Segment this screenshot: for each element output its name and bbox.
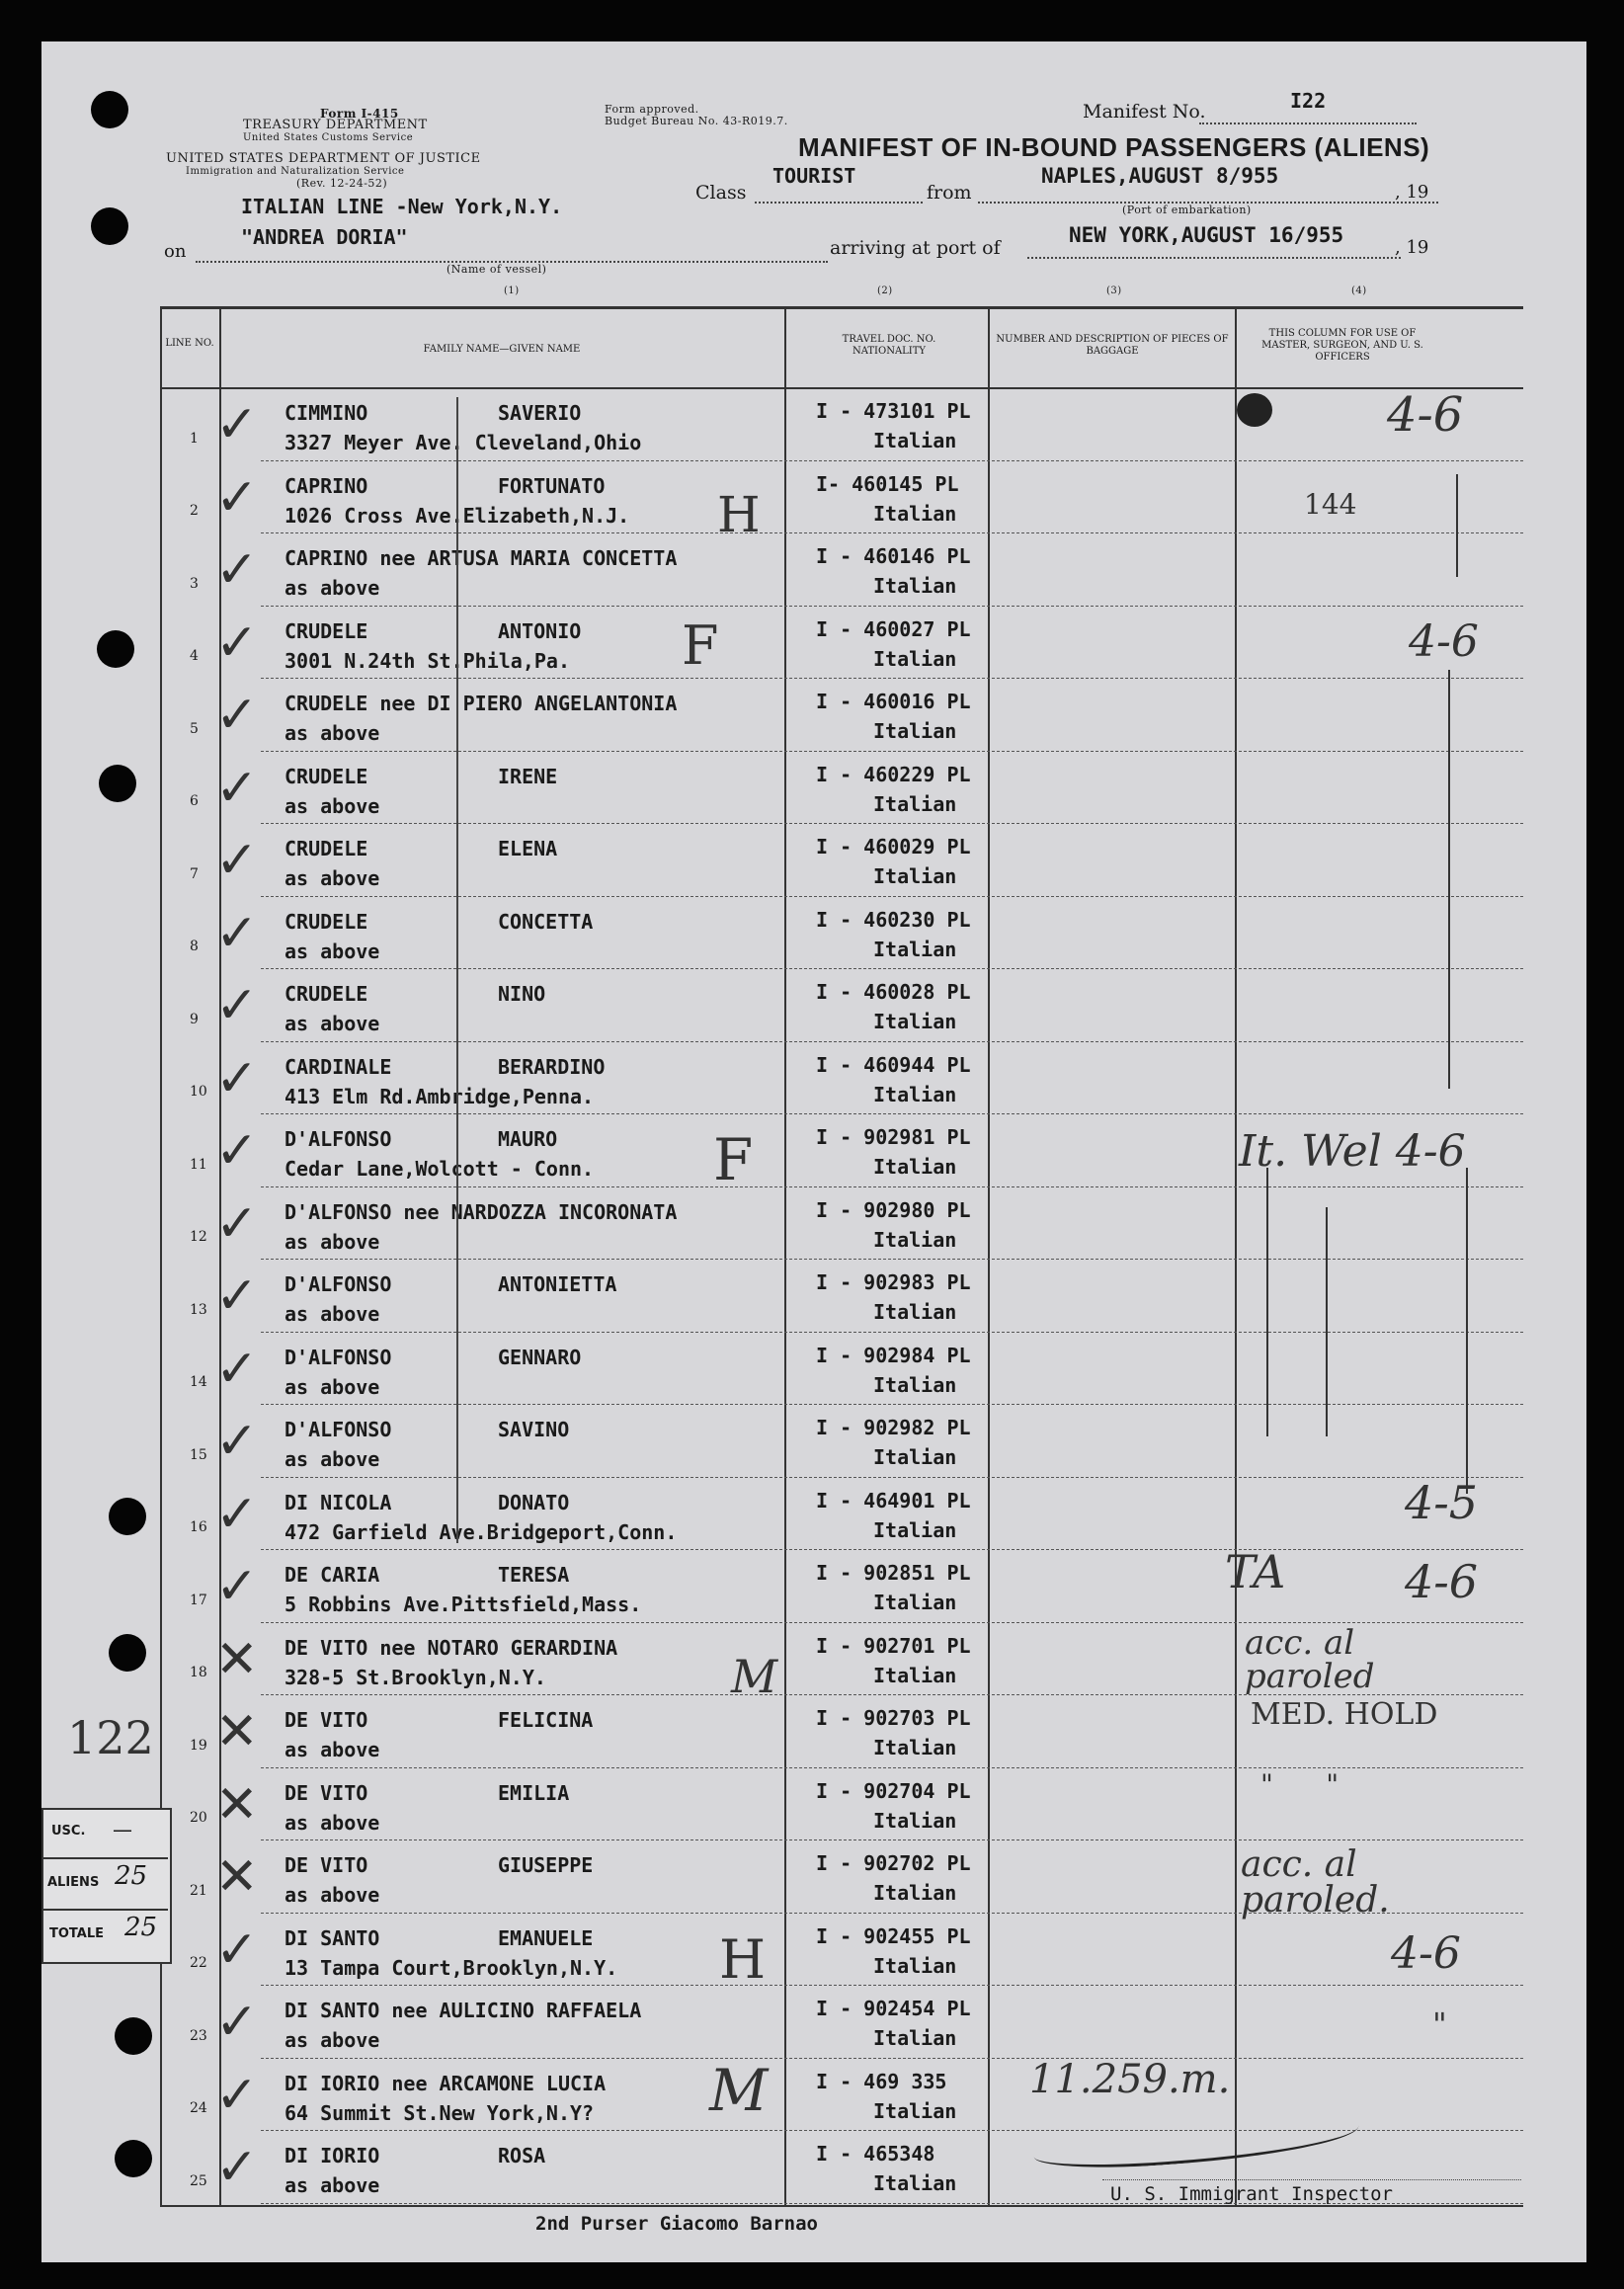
address: 5 Robbins Ave.Pittsfield,Mass. [284, 1593, 642, 1616]
check-mark-icon: ✓ [215, 1484, 259, 1544]
check-mark-icon: ✓ [215, 1920, 259, 1980]
usc-label: USC. [51, 1824, 86, 1839]
address: as above [284, 1738, 380, 1761]
family-name: DI NICOLA [284, 1490, 392, 1514]
family-name: CAPRINO [284, 473, 368, 498]
table-row [41, 1261, 1586, 1334]
col-number-3: (3) [1106, 286, 1122, 296]
given-name: NINO [498, 982, 546, 1006]
table-row [41, 680, 1586, 753]
embarkation-caption: (Port of embarkation) [1122, 204, 1252, 216]
family-name: DE CARIA [284, 1563, 380, 1587]
table-row [41, 753, 1586, 826]
row-divider [261, 678, 1523, 679]
annotation-row2: 144 [1304, 488, 1357, 521]
row-divider [261, 1113, 1523, 1114]
travel-doc-no: I - 465348 [816, 2142, 935, 2166]
annotation-row20: " " [1260, 1768, 1340, 1801]
stroke-b [1448, 670, 1450, 1089]
address: as above [284, 721, 380, 745]
check-mark-icon: ✓ [215, 2138, 259, 2197]
travel-doc-no: I - 460944 PL [816, 1052, 971, 1077]
class-value: TOURIST [772, 164, 856, 188]
line-number: 24 [190, 2100, 207, 2116]
nationality: Italian [873, 646, 957, 671]
line-number: 1 [190, 430, 199, 447]
table-bottom-border [160, 2205, 1523, 2207]
annotation-row17: 4-6 [1405, 1555, 1479, 1608]
line-number: 6 [190, 793, 199, 809]
check-mark-icon: ✓ [215, 976, 259, 1035]
nationality: Italian [873, 1953, 957, 1978]
punch-hole [109, 1498, 146, 1535]
manifest-title: MANIFEST OF IN-BOUND PASSENGERS (ALIENS) [798, 132, 1430, 162]
x-mark-icon: ✕ [215, 1847, 259, 1907]
table-row [41, 1334, 1586, 1407]
col-number-1: (1) [504, 286, 520, 296]
given-name: MAURO [498, 1127, 558, 1151]
family-name: CRUDELE [284, 909, 368, 934]
line-number: 13 [190, 1301, 207, 1318]
family-name: D'ALFONSO [284, 1272, 392, 1296]
family-name: D'ALFONSO [284, 1127, 392, 1151]
year-label-1: , 19 [1395, 182, 1429, 203]
row-divider [261, 1332, 1523, 1333]
address: 3001 N.24th St.Phila,Pa. [284, 648, 570, 673]
family-name: CRUDELE nee DI PIERO ANGELANTONIA [284, 692, 678, 715]
punch-hole [109, 1634, 146, 1672]
address: 64 Summit St.New York,N.Y? [284, 2100, 595, 2125]
aliens-value: 25 [115, 1861, 148, 1891]
nationality: Italian [873, 2098, 957, 2123]
table-row [41, 970, 1586, 1043]
travel-doc-no: I - 469 335 [816, 2069, 947, 2093]
row-divider [261, 751, 1523, 752]
family-name: CRUDELE [284, 837, 368, 860]
nationality: Italian [873, 791, 957, 816]
family-name: DE VITO nee NOTARO GERARDINA [284, 1635, 618, 1660]
line-number: 23 [190, 2027, 207, 2044]
check-mark-icon: ✓ [215, 1412, 259, 1471]
line-number: 18 [190, 1665, 207, 1680]
budget-bureau: Budget Bureau No. 43-R019.7. [605, 115, 788, 127]
family-name: DI SANTO nee AULICINO RAFFAELA [284, 1999, 642, 2022]
line-number: 14 [190, 1374, 207, 1390]
revision: (Rev. 12-24-52) [296, 177, 388, 190]
given-name: BERARDINO [498, 1054, 606, 1079]
address: as above [284, 576, 380, 600]
line-number: 3 [190, 575, 199, 592]
family-name: DE VITO [284, 1708, 368, 1732]
address: 328-5 St.Brooklyn,N.Y. [284, 1665, 546, 1689]
travel-doc-no: I - 460146 PL [816, 544, 971, 568]
row-divider [261, 1985, 1523, 1986]
table-row [41, 1551, 1586, 1624]
table-row [41, 1769, 1586, 1842]
initial-row4: F [682, 614, 719, 677]
manifest-no-label: Manifest No. [1083, 101, 1206, 123]
nationality: Italian [873, 1372, 957, 1397]
annotation-row22: 4-6 [1391, 1928, 1461, 1979]
line-number: 8 [190, 939, 199, 954]
table-row [41, 1043, 1586, 1116]
col-number-2: (2) [877, 286, 893, 296]
row-divider [261, 2058, 1523, 2059]
line-number: 5 [190, 720, 199, 737]
form-number: Form I-415 [320, 107, 399, 121]
nationality: Italian [873, 937, 957, 961]
manifest-page [41, 41, 1586, 2262]
nationality: Italian [873, 1736, 957, 1759]
nationality: Italian [873, 864, 957, 888]
nationality: Italian [873, 501, 957, 526]
arriving-label: arriving at port of [830, 237, 1001, 259]
purser-signature: 2nd Purser Giacomo Barnao [535, 2213, 818, 2235]
travel-doc-no: I - 902981 PL [816, 1125, 971, 1149]
row-divider [261, 823, 1523, 824]
check-mark-icon: ✓ [215, 2065, 259, 2125]
line-number: 21 [190, 1882, 207, 1899]
punch-hole [97, 630, 134, 668]
line-number: 25 [190, 2172, 207, 2189]
line-number: 15 [190, 1446, 207, 1463]
nationality: Italian [873, 1517, 957, 1542]
travel-doc-no: I - 902983 PL [816, 1270, 971, 1294]
line-number: 10 [190, 1084, 207, 1100]
address: as above [284, 1883, 380, 1907]
initial-row24: M [709, 2057, 769, 2124]
nationality: Italian [873, 2026, 957, 2050]
form-approved: Form approved. [605, 103, 699, 116]
check-mark-icon: ✓ [215, 758, 259, 818]
family-name: CIMMINO [284, 401, 368, 425]
address: as above [284, 2173, 380, 2197]
col-header-officers: THIS COLUMN FOR USE OF MASTER, SURGEON, AND U. S. OFFICERS [1261, 328, 1423, 363]
check-mark-icon: ✓ [215, 613, 259, 673]
check-mark-icon: ✓ [215, 1557, 259, 1616]
nationality: Italian [873, 1881, 957, 1905]
travel-doc-no: I - 902701 PL [816, 1633, 971, 1658]
line-number: 11 [190, 1156, 207, 1173]
nationality: Italian [873, 1082, 957, 1106]
punch-hole [115, 2017, 152, 2055]
inspector-caption: U. S. Immigrant Inspector [1110, 2183, 1393, 2205]
given-name: ROSA [498, 2144, 546, 2167]
address: as above [284, 1302, 380, 1326]
address: as above [284, 939, 380, 963]
check-mark-icon: ✓ [215, 540, 259, 600]
stroke-a [1456, 474, 1458, 577]
x-mark-icon: ✕ [215, 1629, 259, 1689]
row-divider [261, 1477, 1523, 1478]
address: 13 Tampa Court,Brooklyn,N.Y. [284, 1955, 618, 1980]
punch-hole [91, 91, 128, 128]
annotation-row4: 4-6 [1409, 616, 1479, 667]
nationality: Italian [873, 1155, 957, 1179]
row-divider [261, 896, 1523, 897]
travel-doc-no: I - 902851 PL [816, 1561, 971, 1585]
travel-doc-no: I - 902703 PL [816, 1706, 971, 1730]
col-header-line-no: LINE NO. [165, 338, 214, 349]
annotation-row21: acc. al paroled. [1241, 1844, 1390, 1921]
stroke-f [456, 397, 458, 1543]
manifest-number: I22 [1290, 89, 1327, 113]
table-row [41, 1479, 1586, 1552]
travel-doc-no: I - 902984 PL [816, 1343, 971, 1367]
address: as above [284, 1012, 380, 1035]
nationality: Italian [873, 1445, 957, 1469]
from-label: from [927, 182, 972, 204]
address: Cedar Lane,Wolcott - Conn. [284, 1157, 595, 1181]
col-number-4: (4) [1351, 286, 1367, 296]
totale-label: TOTALE [49, 1926, 105, 1941]
nationality: Italian [873, 719, 957, 743]
stroke-c [1266, 1168, 1268, 1436]
aliens-label: ALIENS [47, 1875, 100, 1890]
given-name: EMILIA [498, 1780, 570, 1805]
table-row [41, 825, 1586, 898]
family-name: DE VITO [284, 1853, 368, 1877]
row-divider [261, 1041, 1523, 1042]
table-row [41, 1915, 1586, 1988]
address: 472 Garfield Ave.Bridgeport,Conn. [284, 1519, 678, 1544]
row-divider [261, 460, 1523, 461]
check-mark-icon: ✓ [215, 467, 259, 528]
port-of-embarkation: NAPLES,AUGUST 8/955 [1041, 164, 1279, 188]
line-number: 16 [190, 1519, 207, 1535]
given-name: FELICINA [498, 1708, 594, 1732]
col-header-doc: TRAVEL DOC. NO. NATIONALITY [842, 334, 936, 357]
annotation-row17-ta: TA [1225, 1545, 1286, 1598]
punch-hole [115, 2140, 152, 2177]
travel-doc-no: I - 460028 PL [816, 980, 971, 1004]
travel-doc-no: I - 902455 PL [816, 1923, 971, 1948]
check-mark-icon: ✓ [215, 1267, 259, 1326]
given-name: ELENA [498, 837, 558, 860]
stroke-d [1326, 1207, 1328, 1436]
row-divider [261, 1839, 1523, 1840]
line-number: 7 [190, 865, 199, 882]
given-name: TERESA [498, 1563, 570, 1587]
family-name: DI IORIO nee ARCAMONE LUCIA [284, 2071, 607, 2095]
vessel-caption: (Name of vessel) [447, 263, 547, 276]
line-number: 17 [190, 1592, 207, 1608]
punch-hole [99, 765, 136, 802]
check-mark-icon: ✓ [215, 395, 259, 454]
address: as above [284, 1810, 380, 1835]
initial-row22: H [719, 1928, 767, 1991]
line-number: 22 [190, 1955, 207, 1971]
travel-doc-no: I - 460027 PL [816, 616, 971, 641]
check-mark-icon: ✓ [215, 1193, 259, 1254]
family-name: CAPRINO nee ARTUSA MARIA CONCETTA [284, 546, 678, 570]
usc-value: — [113, 1818, 132, 1841]
nationality: Italian [873, 2171, 957, 2195]
treasury-department: TREASURY DEPARTMENT [243, 118, 428, 132]
margin-number: 122 [67, 1711, 154, 1764]
family-name: DI SANTO [284, 1925, 380, 1950]
row-divider [261, 1186, 1523, 1187]
punch-hole [91, 207, 128, 245]
check-mark-icon: ✓ [215, 1993, 259, 2052]
col-header-name: FAMILY NAME—GIVEN NAME [423, 344, 581, 355]
given-name: ANTONIO [498, 618, 582, 643]
given-name: SAVERIO [498, 401, 582, 425]
nationality: Italian [873, 1010, 957, 1033]
row-divider [261, 1549, 1523, 1550]
annotation-row24: 11.259.m. [1029, 2057, 1231, 2102]
travel-doc-no: I- 460145 PL [816, 471, 959, 496]
given-name: GENNARO [498, 1345, 582, 1369]
given-name: DONATO [498, 1490, 570, 1514]
initial-row2: H [717, 486, 761, 543]
family-name: CRUDELE [284, 618, 368, 643]
vessel-name: "ANDREA DORIA" [241, 225, 408, 249]
line-number: 12 [190, 1229, 207, 1245]
address: 413 Elm Rd.Ambridge,Penna. [284, 1084, 595, 1108]
row-divider [261, 532, 1523, 533]
travel-doc-no: I - 460229 PL [816, 762, 971, 786]
travel-doc-no: I - 464901 PL [816, 1488, 971, 1512]
nationality: Italian [873, 1227, 957, 1252]
customs-service: United States Customs Service [243, 132, 414, 143]
family-name: D'ALFONSO [284, 1418, 392, 1441]
travel-doc-no: I - 902980 PL [816, 1197, 971, 1222]
col-header-baggage: NUMBER AND DESCRIPTION OF PIECES OF BAGGAGE [996, 334, 1229, 357]
annotation-row11: It. Wel 4-6 [1239, 1126, 1466, 1177]
given-name: EMANUELE [498, 1925, 594, 1950]
row-divider [261, 968, 1523, 969]
given-name: IRENE [498, 764, 558, 788]
line-number: 4 [190, 648, 199, 664]
nationality: Italian [873, 1808, 957, 1833]
table-row [41, 898, 1586, 971]
address: as above [284, 866, 380, 890]
stroke-e [1466, 1168, 1468, 1494]
table-top-border [160, 306, 1523, 309]
travel-doc-no: I - 460029 PL [816, 835, 971, 858]
annotation-row1: 4-6 [1387, 387, 1464, 443]
port-of-arrival: NEW YORK,AUGUST 16/955 [1069, 223, 1344, 247]
travel-doc-no: I - 902454 PL [816, 1997, 971, 2020]
table-row [41, 1188, 1586, 1262]
given-name: FORTUNATO [498, 473, 606, 498]
table-row [41, 1406, 1586, 1479]
year-label-2: , 19 [1395, 237, 1429, 258]
family-name: DE VITO [284, 1780, 368, 1805]
family-name: D'ALFONSO [284, 1345, 392, 1369]
row-divider [261, 1404, 1523, 1405]
x-mark-icon: ✕ [215, 1774, 259, 1835]
annotation-med-hold: MED. HOLD [1251, 1697, 1438, 1732]
check-mark-icon: ✓ [215, 1048, 259, 1108]
check-mark-icon: ✓ [215, 831, 259, 890]
nationality: Italian [873, 574, 957, 598]
travel-doc-no: I - 460230 PL [816, 907, 971, 932]
line-number: 9 [190, 1011, 199, 1027]
family-name: DI IORIO [284, 2144, 380, 2167]
row-divider [261, 1259, 1523, 1260]
row-divider [261, 606, 1523, 607]
annotation-row23: " [1432, 2005, 1447, 2043]
address: 3327 Meyer Ave. Cleveland,Ohio [284, 431, 642, 454]
table-row [41, 608, 1586, 681]
x-mark-icon: ✕ [215, 1702, 259, 1761]
initial-row18: M [731, 1650, 778, 1703]
family-name: CRUDELE [284, 982, 368, 1006]
check-mark-icon: ✓ [215, 686, 259, 745]
check-mark-icon: ✓ [215, 1339, 259, 1399]
check-mark-icon: ✓ [215, 903, 259, 963]
line-number: 19 [190, 1737, 207, 1754]
justice-department: UNITED STATES DEPARTMENT OF JUSTICE [166, 151, 481, 166]
on-label: on [164, 241, 187, 262]
address: as above [284, 1447, 380, 1471]
address: as above [284, 2028, 380, 2052]
travel-doc-no: I - 902704 PL [816, 1778, 971, 1803]
address: as above [284, 793, 380, 818]
line-number: 20 [190, 1810, 207, 1826]
shipping-line: ITALIAN LINE -New York,N.Y. [241, 195, 563, 218]
travel-doc-no: I - 473101 PL [816, 399, 971, 423]
family-name: CRUDELE [284, 764, 368, 788]
table-row [41, 1987, 1586, 2060]
check-mark-icon: ✓ [215, 1121, 259, 1181]
nationality: Italian [873, 429, 957, 452]
address: as above [284, 1229, 380, 1254]
class-label: Class [695, 182, 747, 204]
given-name: GIUSEPPE [498, 1853, 594, 1877]
travel-doc-no: I - 902982 PL [816, 1416, 971, 1439]
line-number: 2 [190, 503, 199, 519]
given-name: ANTONIETTA [498, 1272, 617, 1296]
table-row [41, 534, 1586, 608]
travel-doc-no: I - 460016 PL [816, 690, 971, 713]
given-name: SAVINO [498, 1418, 570, 1441]
scribble-row1 [1237, 393, 1272, 427]
address: 1026 Cross Ave.Elizabeth,N.J. [284, 503, 630, 528]
travel-doc-no: I - 902702 PL [816, 1851, 971, 1875]
initial-row11: F [713, 1126, 754, 1193]
given-name: CONCETTA [498, 909, 594, 934]
ins-service: Immigration and Naturalization Service [186, 166, 405, 177]
nationality: Italian [873, 1300, 957, 1324]
annotation-row18: acc. al paroled [1245, 1623, 1375, 1696]
totale-value: 25 [124, 1913, 158, 1942]
annotation-row16: 4-5 [1405, 1476, 1479, 1529]
address: as above [284, 1374, 380, 1399]
nationality: Italian [873, 1663, 957, 1687]
nationality: Italian [873, 1591, 957, 1614]
table-row [41, 389, 1586, 462]
family-name: D'ALFONSO nee NARDOZZA INCORONATA [284, 1199, 678, 1224]
family-name: CARDINALE [284, 1054, 392, 1079]
